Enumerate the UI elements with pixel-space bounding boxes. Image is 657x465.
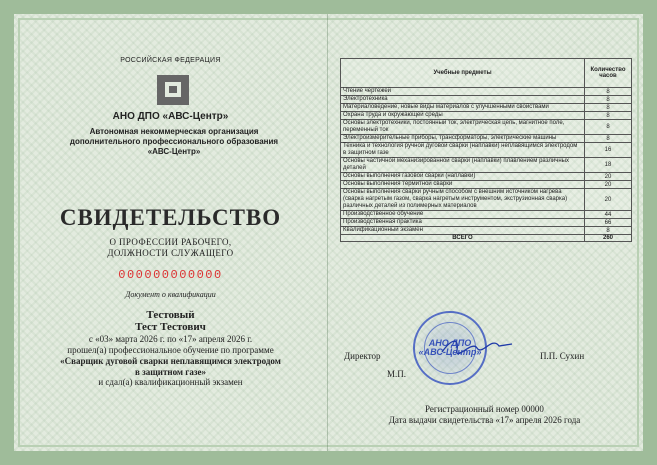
hours-cell: 8 (585, 120, 632, 135)
table-row (341, 189, 632, 211)
hours-cell: 20 (585, 173, 632, 181)
total-hours: 260 (585, 235, 632, 242)
header-subjects: Учебные предметы (341, 59, 585, 88)
certificate-number: 000000000000 (118, 268, 223, 282)
subject-cell: Основы электротехники, постоянный ток, электрическая цепь, магнитное поле, переменный ток (341, 120, 585, 135)
table-row (341, 143, 632, 158)
subject-cell: Электротехника (341, 96, 585, 104)
table-header-row (341, 59, 632, 88)
certificate-title: СВИДЕТЕЛЬСТВО (59, 205, 282, 230)
hours-cell: 16 (585, 143, 632, 158)
subject-cell: Основы выполнения сварки ручным способом с внешним источником нагрева (сварка нагретым газом, сварка нагретым инструментом, экструзионная сварка) различных деталей из полимерных материалов (341, 189, 585, 211)
table-row (341, 112, 632, 120)
table-row (341, 181, 632, 189)
table-row (341, 135, 632, 143)
hours-cell: 8 (585, 104, 632, 112)
hours-cell: 8 (585, 227, 632, 235)
program-name-line-1: «Сварщик дуговой сварки неплавящимся электродом (60, 356, 281, 366)
table-row (341, 120, 632, 135)
header-hours: Количество часов (585, 59, 632, 88)
table-row (341, 173, 632, 181)
director-signature-icon (437, 334, 517, 358)
issue-date: Дата выдачи свидетельства «17» апреля 2026 года (388, 415, 581, 425)
hours-cell: 8 (585, 135, 632, 143)
hours-cell: 18 (585, 158, 632, 173)
study-period: с «03» марта 2026 г. по «17» апреля 2026 г. (88, 334, 253, 344)
left-panel (14, 14, 327, 451)
program-intro: прошел(а) профессиональное обучение по программе (67, 345, 274, 355)
subject-cell: Техника и технология ручной дуговой сварки (наплавки) неплавящимся электродом в защитном газе (341, 143, 585, 158)
table-row (341, 227, 632, 235)
recipient-name: Тестовый Тест Тестович (135, 309, 206, 333)
registration-number: Регистрационный номер 00000 (425, 404, 544, 414)
subject-cell: Квалификационный экзамен (341, 227, 585, 235)
table-row (341, 88, 632, 96)
subjects-table (340, 58, 632, 242)
table-row (341, 219, 632, 227)
subject-cell: Основы выполнения газовой сварки (наплавки) (341, 173, 585, 181)
table-row (341, 211, 632, 219)
subject-cell: Охрана труда и окружающей среды (341, 112, 585, 120)
official-stamp: АНО ДПО «АВС-Центр» (413, 311, 487, 385)
table-row (341, 104, 632, 112)
subject-cell: Основы частичной механизированной сварки (наплавки) плавлением различных деталей (341, 158, 585, 173)
hours-cell: 20 (585, 181, 632, 189)
hours-cell: 44 (585, 211, 632, 219)
subject-cell: Чтение чертежей (341, 88, 585, 96)
document-type-label: Документ о квалификации (125, 290, 216, 299)
hours-cell: 8 (585, 88, 632, 96)
subject-cell: Электроизмерительные приборы, трансформаторы, электрические машины (341, 135, 585, 143)
org-short-name: АНО ДПО «АВС-Центр» (112, 111, 229, 122)
table-total-row (341, 235, 632, 242)
hours-cell: 8 (585, 112, 632, 120)
right-panel (327, 14, 657, 451)
org-logo-icon (153, 71, 193, 109)
director-name: П.П. Сухин (540, 351, 585, 361)
program-block (14, 345, 327, 378)
subject-cell: Основы выполнения термитной сварки (341, 181, 585, 189)
subject-cell: Производственное обучение (341, 211, 585, 219)
director-label: Директор (344, 351, 381, 361)
program-name-line-2: в защитном газе» (134, 367, 207, 377)
total-label: ВСЕГО (341, 235, 585, 242)
subject-cell: Производственная практика (341, 219, 585, 227)
country-label: РОССИЙСКАЯ ФЕДЕРАЦИЯ (120, 57, 221, 64)
table-row (341, 96, 632, 104)
hours-cell: 8 (585, 96, 632, 104)
hours-cell: 20 (585, 189, 632, 211)
seal-place-label: М.П. (387, 369, 407, 379)
org-full-name: Автономная некоммерческая организация дополнительного профессионального образования «АВС-Центр» (69, 127, 279, 156)
subject-cell: Материаловедение, новые виды материалов с улучшенными свойствами (341, 104, 585, 112)
table-row (341, 158, 632, 173)
exam-statement: и сдал(а) квалификационный экзамен (98, 377, 243, 387)
certificate-subtitle: О ПРОФЕССИИ РАБОЧЕГО, ДОЛЖНОСТИ СЛУЖАЩЕГО (107, 237, 234, 258)
hours-cell: 66 (585, 219, 632, 227)
